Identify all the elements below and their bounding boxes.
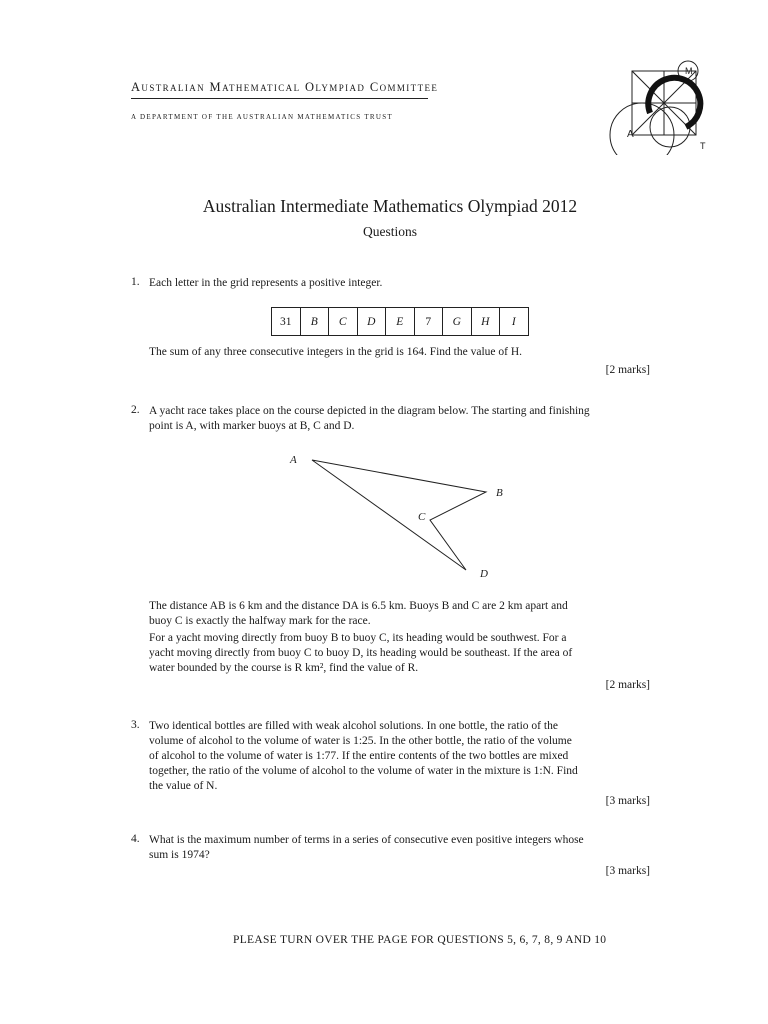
grid-cell: C: [329, 308, 358, 335]
header-rule: [131, 98, 428, 99]
diagram-label-b: B: [496, 487, 503, 499]
q3-line: together, the ratio of the volume of alcohol to the volume of water in the mixture is 1:N. Find: [149, 765, 578, 777]
grid-cell: D: [358, 308, 387, 335]
q2-p1-line2: buoy C is exactly the halfway mark for the race.: [149, 615, 371, 627]
yacht-course-diagram: [280, 448, 510, 588]
q1-number: 1.: [131, 276, 140, 288]
q3-line: of alcohol to the volume of water is 1:77. If the entire contents of the two bottles are mixed: [149, 750, 569, 762]
logo-letter-m: M: [685, 66, 693, 76]
q4-number: 4.: [131, 833, 140, 845]
q1-grid: [271, 307, 529, 336]
organization-name: Australian Mathematical Olympiad Committee: [131, 80, 439, 94]
grid-cell: 31: [272, 308, 301, 335]
logo-letter-a: A: [627, 129, 634, 140]
q3-marks: [3 marks]: [605, 795, 650, 807]
q4-marks: [3 marks]: [605, 865, 650, 877]
q1-intro: Each letter in the grid represents a positive integer.: [149, 277, 383, 289]
q3-line: volume of alcohol to the volume of water is 1:25. In the other bottle, the ratio of the volume: [149, 735, 572, 747]
q2-p2-line1: For a yacht moving directly from buoy B to buoy C, its heading would be southwest. For a: [149, 632, 567, 644]
grid-cell: E: [386, 308, 415, 335]
q2-marks: [2 marks]: [605, 679, 650, 691]
page-footer: PLEASE TURN OVER THE PAGE FOR QUESTIONS 5, 6, 7, 8, 9 AND 10: [233, 934, 607, 946]
grid-cell: B: [301, 308, 330, 335]
page-subtitle: Questions: [363, 224, 417, 239]
q3-line: the value of N.: [149, 780, 218, 792]
q3-number: 3.: [131, 719, 140, 731]
q4-line: sum is 1974?: [149, 849, 210, 861]
grid-cell: I: [511, 315, 516, 328]
amt-logo-icon: [600, 55, 720, 155]
q2-p2-line2: yacht moving directly from buoy C to buoy D, its heading would be southeast. If the area of: [149, 647, 573, 659]
q1-text: The sum of any three consecutive integers in the grid is 164. Find the value of H.: [149, 346, 523, 358]
q2-p1-line1: The distance AB is 6 km and the distance DA is 6.5 km. Buoys B and C are 2 km apart and: [149, 600, 568, 612]
page-title: Australian Intermediate Mathematics Olympiad 2012: [202, 196, 578, 216]
q2-line2: point is A, with marker buoys at B, C and D.: [149, 420, 355, 432]
diagram-label-a: A: [290, 454, 297, 466]
q2-number: 2.: [131, 404, 140, 416]
q1-marks: [2 marks]: [605, 364, 650, 376]
logo-letter-t: T: [700, 141, 706, 151]
grid-cell: G: [443, 308, 472, 335]
grid-cell: H: [472, 308, 501, 335]
q2-line1: A yacht race takes place on the course depicted in the diagram below. The starting and finishing: [149, 405, 590, 417]
q3-line: Two identical bottles are filled with weak alcohol solutions. In one bottle, the ratio of the: [149, 720, 558, 732]
department-line: A DEPARTMENT OF THE AUSTRALIAN MATHEMATICS TRUST: [131, 113, 394, 121]
q2-p2-line3: water bounded by the course is R km², find the value of R.: [149, 662, 419, 674]
diagram-label-c: C: [418, 511, 426, 523]
grid-cell: 7: [415, 308, 444, 335]
course-path: [312, 460, 486, 570]
diagram-label-d: D: [480, 568, 488, 580]
q4-line: What is the maximum number of terms in a series of consecutive even positive integers whose: [149, 834, 584, 846]
